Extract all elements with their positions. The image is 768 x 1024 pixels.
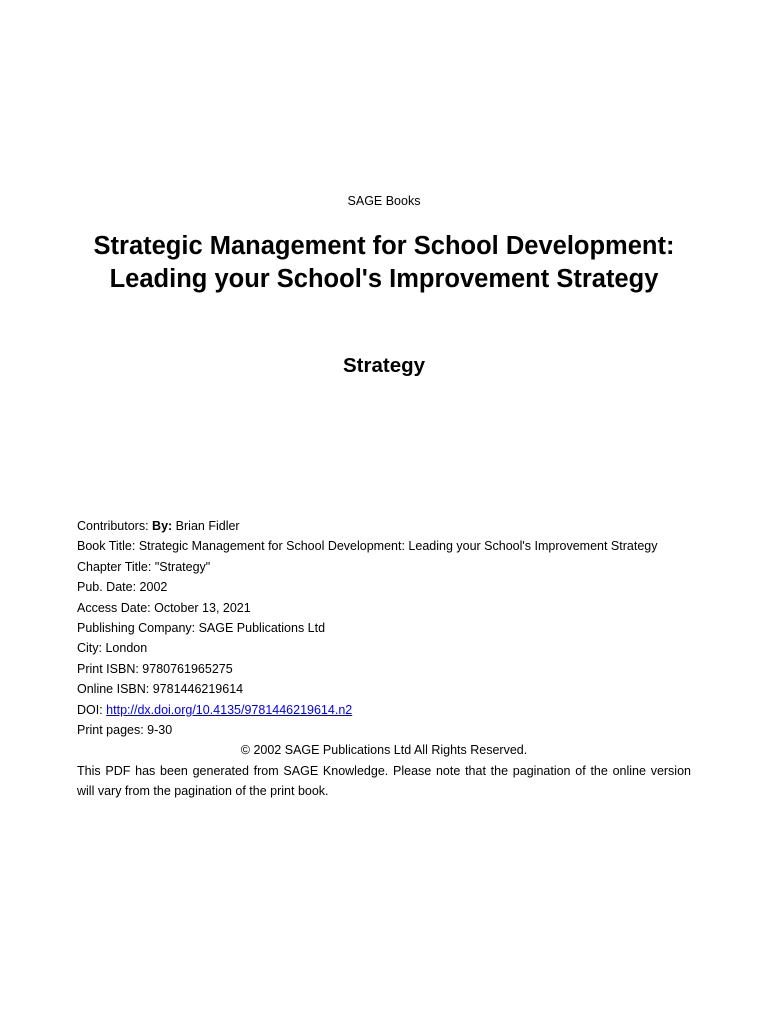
online-isbn-line: Online ISBN: 9781446219614 [77, 682, 244, 697]
copyright-line: © 2002 SAGE Publications Ltd All Rights Reserved. [240, 743, 528, 758]
citation-metadata [77, 516, 691, 802]
contributors-label: Contributors: [77, 519, 149, 533]
pdf-generation-note: This PDF has been generated from SAGE Knowledge. Please note that the pagination of the online version will vary from the pagination of the print book. [77, 763, 691, 799]
city-line: City: London [77, 641, 148, 656]
book-title: Strategic Management for School Development: Leading your School's Improvement Strategy [93, 232, 675, 293]
contributors-line [77, 516, 691, 536]
doi-label: DOI: [77, 702, 107, 717]
print-isbn-line: Print ISBN: 9780761965275 [77, 661, 233, 676]
contributors-value: Brian Fidler [172, 519, 240, 533]
publishing-company-line: Publishing Company: SAGE Publications Ltd [77, 621, 326, 636]
publisher-name: SAGE Books [347, 194, 421, 208]
contributors-by: By: [152, 519, 173, 533]
doi-link[interactable]: http://dx.doi.org/10.4135/9781446219614.n2 [106, 702, 353, 717]
doi-line [77, 700, 691, 720]
book-title-line: Book Title: Strategic Management for School Development: Leading your School's Improvement Strategy [77, 539, 658, 554]
chapter-title-line: Chapter Title: "Strategy" [77, 559, 211, 574]
pub-date-line: Pub. Date: 2002 [77, 580, 168, 595]
access-date-line: Access Date: October 13, 2021 [77, 600, 251, 615]
chapter-heading: Strategy [342, 354, 426, 377]
print-pages-line: Print pages: 9-30 [77, 723, 173, 738]
